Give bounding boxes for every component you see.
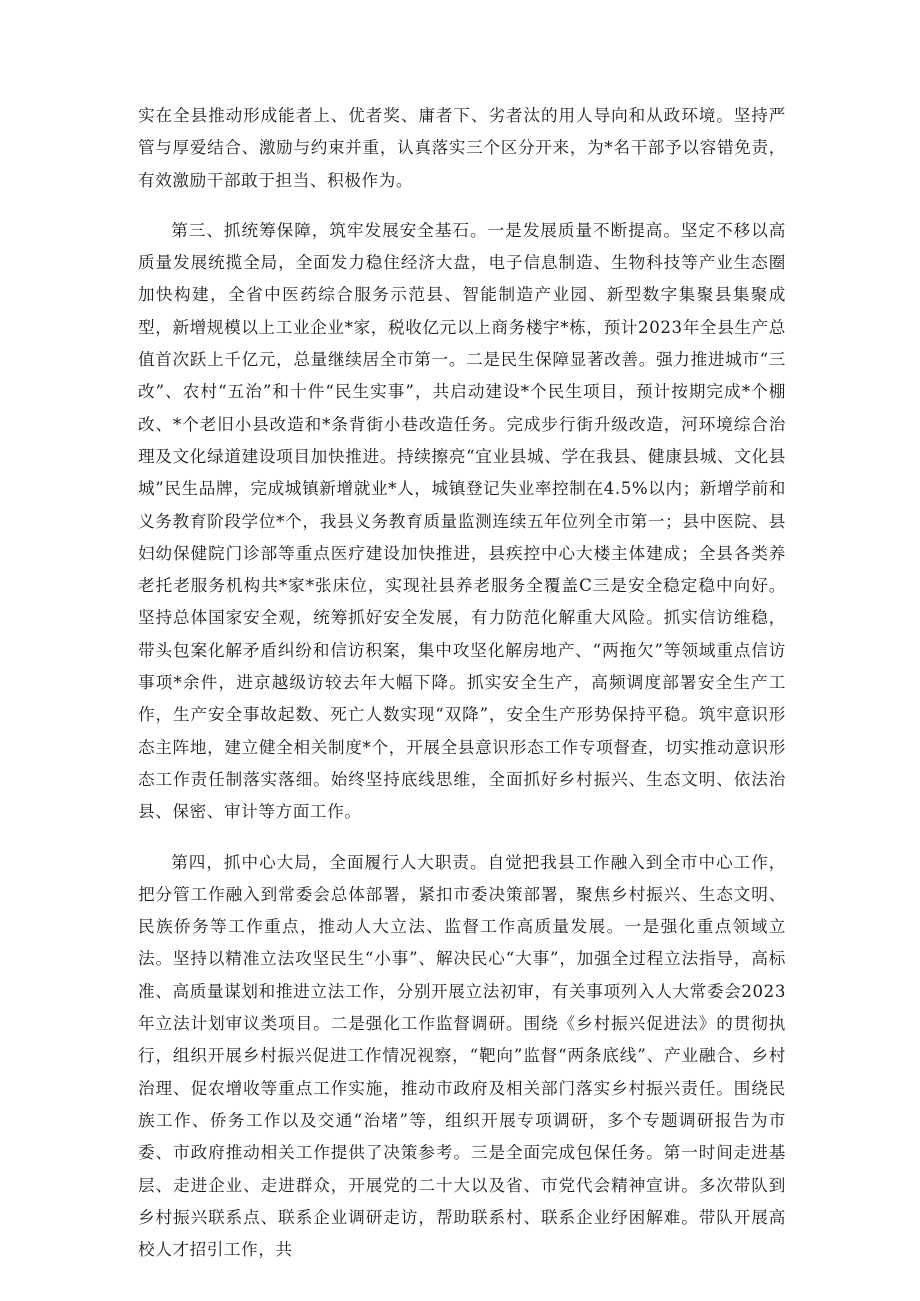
paragraph-section-three: 第三、抓统筹保障，筑牢发展安全基石。一是发展质量不断提高。坚定不移以高质量发展统揽全局，全面发力稳住经济大盘，电子信息制造、生物科技等产业生态圈加快构建，全省中医药综合服务示范县、智能制造产业园、新型数字集聚县集聚成型，新增规模以上工业企业*家，税收亿元以上商务楼宇*栋，预计2023年全县生产总值首次跃上千亿元，总量继续居全市第一。二是民生保障显著改善。强力推进城市“三改”、农村“五治”和十件“民生实事”，共启动建设*个民生项目，预计按期完成*个棚改、*个老旧小县改造和*条背街小巷改造任务。完成步行街升级改造，河环境综合治理及文化绿道建设项目加快推进。持续擦亮“宜业县城、学在我县、健康县城、文化县城”民生品牌，完成城镇新增就业*人，城镇登记失业率控制在4.5%以内；新增学前和义务教育阶段学位*个，我县义务教育质量监测连续五年位列全市第一；县中医院、县妇幼保健院门诊部等重点医疗建设加快推进，县疾控中心大楼主体建成；全县各类养老托老服务机构共*家*张床位，实现社县养老服务全覆盖C三是安全稳定稳中向好。坚持总体国家安全观，统筹抓好安全发展，有力防范化解重大风险。抓实信访维稳，带头包案化解矛盾纠纷和信访积案，集中攻坚化解房地产、“两拖欠”等领域重点信访事项*余件，进京越级访较去年大幅下降。抓实安全生产，高频调度部署安全生产工作，生产安全事故起数、死亡人数实现“双降”，安全生产形势保持平稳。筑牢意识形态主阵地，建立健全相关制度*个，开展全县意识形态工作专项督查，切实推动意识形态工作责任制落实落细。始终坚持底线思维，全面抓好乡村振兴、生态文明、依法治县、保密、审计等方面工作。 <box>138 220 786 822</box>
paragraph-section-four: 第四，抓中心大局，全面履行人大职责。自觉把我县工作融入到全市中心工作，把分管工作融入到常委会总体部署，紧扣市委决策部署，聚焦乡村振兴、生态文明、民族侨务等工作重点，推动人大立法、监督工作高质量发展。一是强化重点领域立法。坚持以精准立法攻坚民生“小事”、解决民心“大事”，加强全过程立法指导，高标准、高质量谋划和推进立法工作，分别开展立法初审，有关事项列入人大常委会2023年立法计划审议类项目。二是强化工作监督调研。围绕《乡村振兴促进法》的贯彻执行，组织开展乡村振兴促进工作情况视察，“靶向”监督“两条底线”、产业融合、乡村治理、促农增收等重点工作实施，推动市政府及相关部门落实乡村振兴责任。围绕民族工作、侨务工作以及交通“治堵”等，组织开展专项调研，多个专题调研报告为市委、市政府推动相关工作提供了决策参考。三是全面完成包保任务。第一时间走进基层、走进企业、走进群众，开展党的二十大以及省、市党代会精神宣讲。多次带队到乡村振兴联系点、联系企业调研走访，帮助联系村、联系企业纾困解难。带队开展高校人才招引工作，共 <box>138 852 786 1260</box>
document-body <box>138 100 786 1284</box>
paragraph-continuation: 实在全县推动形成能者上、优者奖、庸者下、劣者汰的用人导向和从政环境。坚持严管与厚爱结合、激励与约束并重，认真落实三个区分开来，为*名干部予以容错免责，有效激励干部敢于担当、积极作为。 <box>138 106 786 190</box>
